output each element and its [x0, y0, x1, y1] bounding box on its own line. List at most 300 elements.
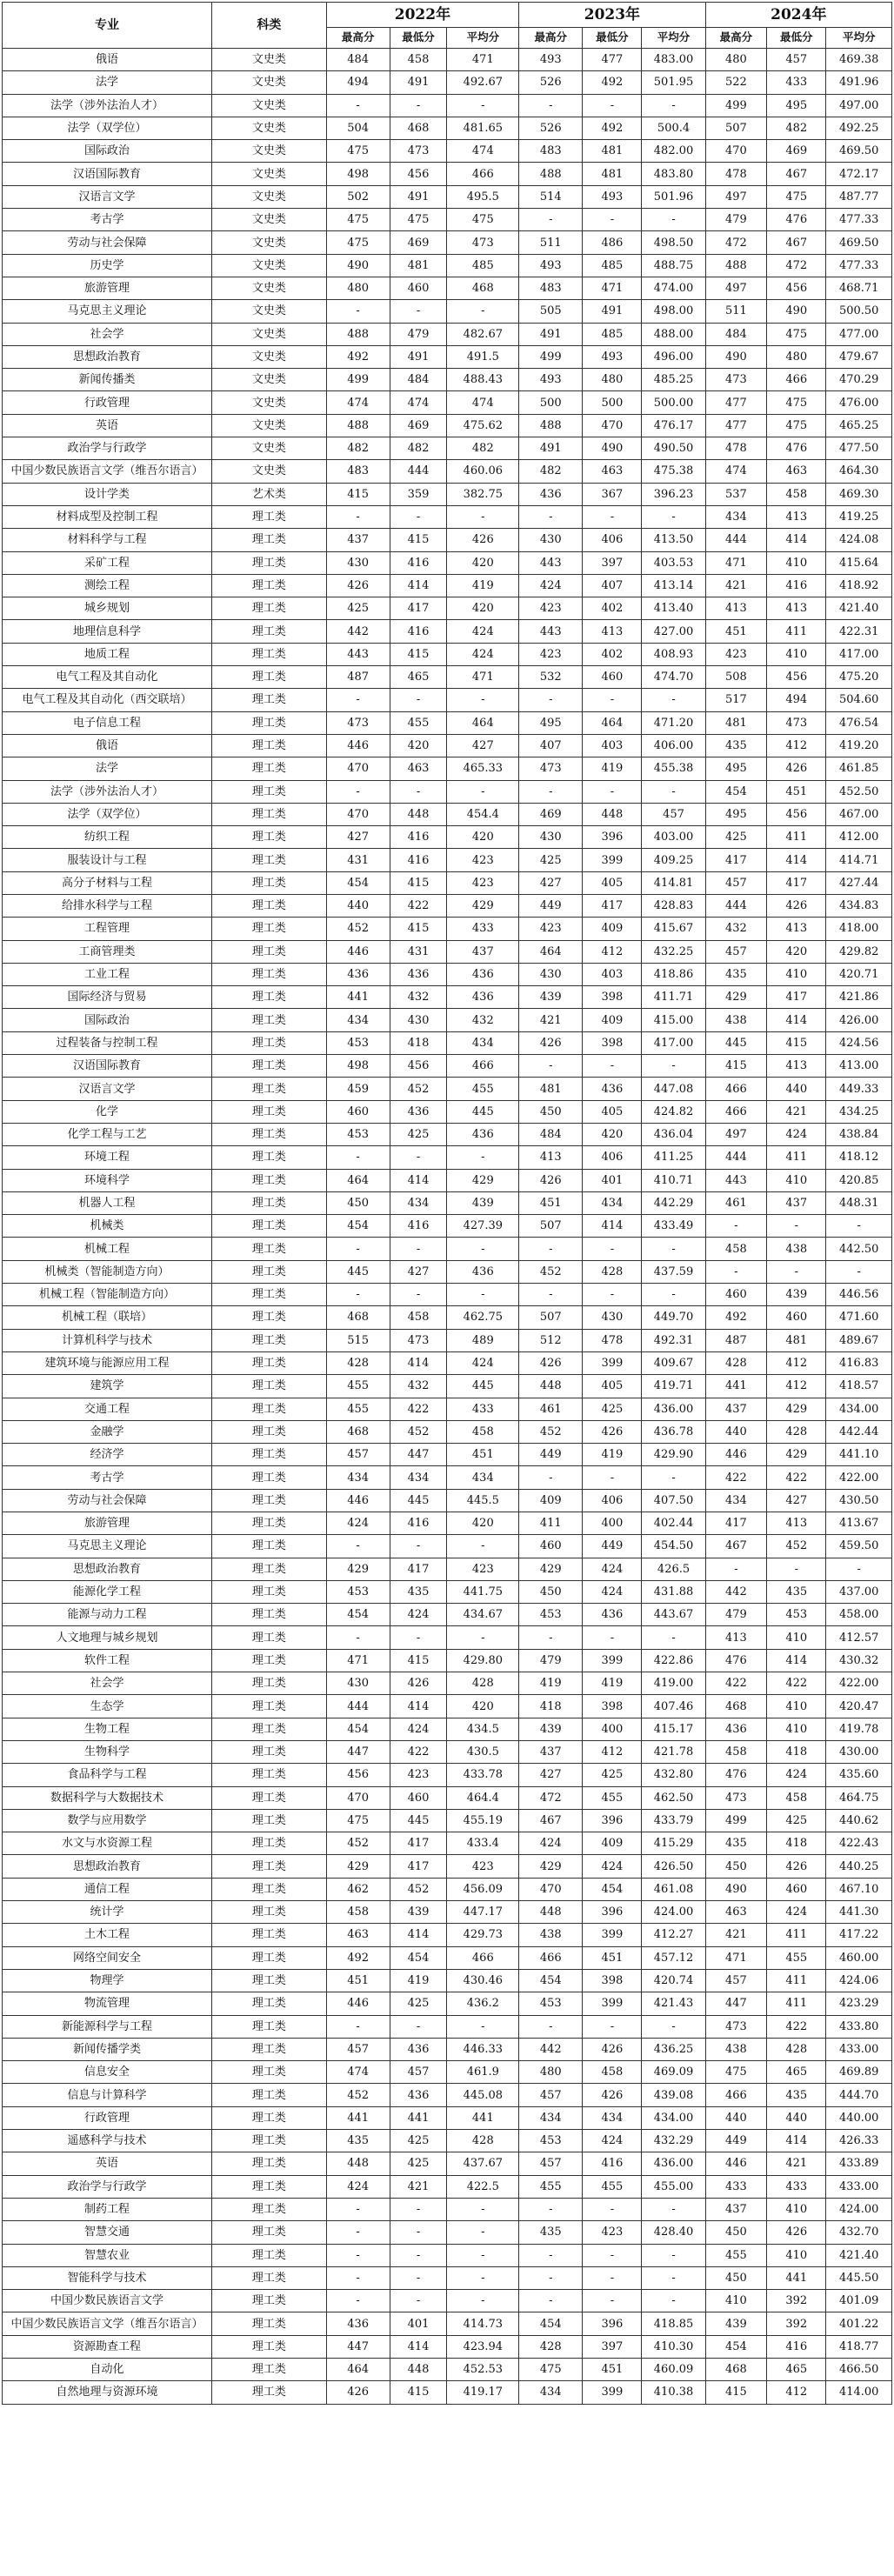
major-cell: 英语: [3, 2152, 212, 2175]
major-cell: 土木工程: [3, 1924, 212, 1946]
table-row: [3, 849, 892, 871]
min-2022-cell: -: [390, 2198, 447, 2220]
max-2022-cell: 459: [326, 1078, 390, 1100]
min-score-header: 最低分: [767, 28, 826, 49]
avg-2022-cell: 420: [447, 551, 519, 574]
category-cell: 理工类: [212, 1123, 327, 1145]
max-2024-cell: 438: [705, 1009, 767, 1031]
avg-2024-cell: 412.57: [826, 1626, 892, 1649]
avg-2024-cell: 504.60: [826, 689, 892, 711]
min-2023-cell: 420: [583, 1123, 642, 1145]
min-2022-cell: 457: [390, 2061, 447, 2084]
avg-2022-cell: 445: [447, 1100, 519, 1123]
table-row: [3, 2244, 892, 2266]
avg-2023-cell: 500.4: [642, 117, 705, 139]
avg-2023-cell: -: [642, 689, 705, 711]
avg-2024-cell: 477.50: [826, 437, 892, 460]
min-2024-cell: 410: [767, 643, 826, 665]
category-cell: 理工类: [212, 1329, 327, 1351]
major-cell: 旅游管理: [3, 277, 212, 299]
max-2024-cell: 435: [705, 963, 767, 985]
avg-2024-cell: 434.00: [826, 1398, 892, 1420]
table-row: [3, 94, 892, 117]
avg-2022-cell: 433: [447, 918, 519, 940]
avg-2024-cell: 419.78: [826, 1718, 892, 1740]
max-2022-cell: 462: [326, 1878, 390, 1900]
major-cell: 服装设计与工程: [3, 849, 212, 871]
min-2022-cell: 420: [390, 734, 447, 757]
min-2024-cell: 428: [767, 1420, 826, 1443]
min-2022-cell: 427: [390, 1260, 447, 1283]
min-2024-cell: 412: [767, 1375, 826, 1398]
category-cell: 理工类: [212, 1672, 327, 1695]
max-2024-cell: 433: [705, 2175, 767, 2198]
category-cell: 理工类: [212, 643, 327, 665]
category-cell: 文史类: [212, 49, 327, 71]
category-cell: 理工类: [212, 505, 327, 528]
min-2022-cell: 460: [390, 277, 447, 299]
avg-2024-cell: 430.00: [826, 1740, 892, 1763]
min-2022-cell: 444: [390, 460, 447, 483]
avg-2023-cell: 426.5: [642, 1558, 705, 1580]
max-2023-cell: -: [519, 1238, 583, 1260]
max-2023-cell: -: [519, 94, 583, 117]
avg-2024-cell: 442.44: [826, 1420, 892, 1443]
table-row: [3, 1718, 892, 1740]
min-2024-cell: 414: [767, 529, 826, 551]
max-2023-cell: 491: [519, 323, 583, 345]
min-2024-cell: 465: [767, 2061, 826, 2084]
min-2024-cell: 416: [767, 574, 826, 597]
max-2023-cell: -: [519, 1466, 583, 1489]
min-2023-cell: 481: [583, 163, 642, 185]
major-cell: 自然地理与资源环境: [3, 2381, 212, 2404]
min-2023-cell: 454: [583, 1878, 642, 1900]
max-2022-cell: -: [326, 2290, 390, 2312]
min-2023-cell: -: [583, 94, 642, 117]
avg-2023-cell: 415.00: [642, 1009, 705, 1031]
min-2022-cell: 432: [390, 986, 447, 1009]
min-2023-cell: 400: [583, 1718, 642, 1740]
max-2023-cell: 512: [519, 1329, 583, 1351]
min-2022-cell: 415: [390, 2381, 447, 2404]
table-row: [3, 2221, 892, 2244]
avg-2024-cell: 434.83: [826, 894, 892, 917]
major-cell: 旅游管理: [3, 1512, 212, 1535]
max-2022-cell: 441: [326, 986, 390, 1009]
avg-2022-cell: 420: [447, 1695, 519, 1718]
avg-2022-cell: 473: [447, 231, 519, 254]
table-row: [3, 1329, 892, 1351]
category-cell: 理工类: [212, 1238, 327, 1260]
min-2024-cell: 441: [767, 2266, 826, 2289]
category-cell: 文史类: [212, 323, 327, 345]
max-2024-cell: 470: [705, 140, 767, 163]
avg-2024-cell: 471.60: [826, 1306, 892, 1329]
table-row: [3, 2152, 892, 2175]
min-2023-cell: 434: [583, 2106, 642, 2129]
category-cell: 理工类: [212, 1718, 327, 1740]
avg-2023-cell: 436.25: [642, 2038, 705, 2060]
major-cell: 行政管理: [3, 391, 212, 414]
min-2024-cell: 418: [767, 1832, 826, 1855]
min-2024-cell: 428: [767, 2038, 826, 2060]
table-row: [3, 231, 892, 254]
min-2022-cell: 469: [390, 414, 447, 437]
min-2022-cell: -: [390, 2290, 447, 2312]
min-2023-cell: 399: [583, 849, 642, 871]
max-2022-cell: 453: [326, 1580, 390, 1603]
category-cell: 理工类: [212, 1215, 327, 1238]
min-2023-cell: 477: [583, 49, 642, 71]
max-2022-cell: 470: [326, 803, 390, 825]
avg-2023-cell: 413.50: [642, 529, 705, 551]
avg-2023-cell: 432.80: [642, 1764, 705, 1786]
min-2023-cell: 409: [583, 1832, 642, 1855]
major-cell: 新能源科学与工程: [3, 2015, 212, 2038]
min-2024-cell: 440: [767, 2106, 826, 2129]
max-2023-cell: 436: [519, 483, 583, 505]
max-2024-cell: 475: [705, 2061, 767, 2084]
avg-2023-cell: -: [642, 1466, 705, 1489]
major-cell: 信息安全: [3, 2061, 212, 2084]
min-2023-cell: 419: [583, 757, 642, 780]
min-2024-cell: 475: [767, 414, 826, 437]
major-cell: 自动化: [3, 2358, 212, 2380]
max-2024-cell: 479: [705, 209, 767, 231]
category-cell: 理工类: [212, 1855, 327, 1878]
max-2024-cell: 439: [705, 2312, 767, 2335]
min-2024-cell: 460: [767, 1878, 826, 1900]
min-2023-cell: 478: [583, 1329, 642, 1351]
avg-score-header: 平均分: [642, 28, 705, 49]
category-cell: 理工类: [212, 1832, 327, 1855]
major-cell: 高分子材料与工程: [3, 871, 212, 894]
max-2023-cell: 423: [519, 597, 583, 620]
min-2024-cell: 422: [767, 1672, 826, 1695]
avg-2024-cell: 500.50: [826, 300, 892, 323]
avg-2024-cell: 412.00: [826, 826, 892, 849]
category-cell: 理工类: [212, 551, 327, 574]
table-row: [3, 1078, 892, 1100]
max-2022-cell: -: [326, 2198, 390, 2220]
max-2024-cell: 473: [705, 1786, 767, 1809]
major-cell: 国际政治: [3, 140, 212, 163]
min-2022-cell: 417: [390, 1832, 447, 1855]
min-2022-cell: 458: [390, 1306, 447, 1329]
max-2023-cell: -: [519, 1284, 583, 1306]
avg-2022-cell: 474: [447, 391, 519, 414]
avg-2022-cell: 447.17: [447, 1901, 519, 1924]
max-2022-cell: -: [326, 94, 390, 117]
min-2023-cell: 405: [583, 1100, 642, 1123]
avg-2024-cell: 440.25: [826, 1855, 892, 1878]
year-header-2022: 2022年: [326, 3, 519, 28]
min-2024-cell: 476: [767, 437, 826, 460]
min-2023-cell: -: [583, 1626, 642, 1649]
table-row: [3, 734, 892, 757]
min-2022-cell: 491: [390, 345, 447, 368]
max-2024-cell: 458: [705, 1740, 767, 1763]
avg-2022-cell: 441.75: [447, 1580, 519, 1603]
category-cell: 理工类: [212, 1009, 327, 1031]
min-2023-cell: 406: [583, 1146, 642, 1169]
max-2024-cell: 450: [705, 1855, 767, 1878]
max-2023-cell: 457: [519, 2152, 583, 2175]
avg-2022-cell: 466: [447, 1055, 519, 1078]
avg-2023-cell: 419.71: [642, 1375, 705, 1398]
avg-2022-cell: 485: [447, 254, 519, 277]
category-cell: 理工类: [212, 1580, 327, 1603]
avg-2024-cell: 418.92: [826, 574, 892, 597]
min-2022-cell: 414: [390, 2335, 447, 2358]
max-2022-cell: 460: [326, 1100, 390, 1123]
min-2024-cell: 475: [767, 185, 826, 208]
category-cell: 理工类: [212, 1375, 327, 1398]
avg-2023-cell: 412.27: [642, 1924, 705, 1946]
max-2023-cell: 430: [519, 529, 583, 551]
avg-2023-cell: 455.38: [642, 757, 705, 780]
category-cell: 文史类: [212, 369, 327, 391]
max-2024-cell: 410: [705, 2290, 767, 2312]
max-2024-cell: 490: [705, 345, 767, 368]
min-2023-cell: 430: [583, 1306, 642, 1329]
min-2023-cell: 399: [583, 1992, 642, 2015]
min-2022-cell: 414: [390, 1169, 447, 1191]
max-2024-cell: 477: [705, 391, 767, 414]
avg-2024-cell: 441.30: [826, 1901, 892, 1924]
max-2024-cell: 495: [705, 803, 767, 825]
major-cell: 机械类（智能制造方向）: [3, 1260, 212, 1283]
min-2024-cell: 452: [767, 1535, 826, 1558]
category-cell: 文史类: [212, 94, 327, 117]
category-cell: 理工类: [212, 2221, 327, 2244]
max-2022-cell: 434: [326, 1466, 390, 1489]
category-cell: 理工类: [212, 1191, 327, 1214]
max-2023-cell: 454: [519, 2312, 583, 2335]
max-2022-cell: 430: [326, 551, 390, 574]
avg-2024-cell: 415.64: [826, 551, 892, 574]
avg-2022-cell: 433: [447, 1398, 519, 1420]
category-cell: 理工类: [212, 780, 327, 803]
min-2023-cell: 491: [583, 300, 642, 323]
category-cell: 文史类: [212, 71, 327, 94]
table-row: [3, 1215, 892, 1238]
min-2023-cell: 403: [583, 963, 642, 985]
avg-2023-cell: 403.53: [642, 551, 705, 574]
min-2024-cell: 421: [767, 1100, 826, 1123]
major-cell: 信息与计算科学: [3, 2084, 212, 2106]
min-2024-cell: 411: [767, 620, 826, 643]
min-2023-cell: 451: [583, 2358, 642, 2380]
max-2024-cell: 488: [705, 254, 767, 277]
avg-2022-cell: -: [447, 1284, 519, 1306]
avg-2022-cell: 437.67: [447, 2152, 519, 2175]
max-2023-cell: 407: [519, 734, 583, 757]
max-score-header: 最高分: [705, 28, 767, 49]
avg-2022-cell: -: [447, 505, 519, 528]
table-row: [3, 209, 892, 231]
min-2022-cell: 475: [390, 209, 447, 231]
min-2023-cell: 405: [583, 871, 642, 894]
avg-2024-cell: 418.00: [826, 918, 892, 940]
avg-2022-cell: 445: [447, 1375, 519, 1398]
min-2023-cell: 425: [583, 1398, 642, 1420]
table-row: [3, 437, 892, 460]
category-cell: 文史类: [212, 254, 327, 277]
avg-2023-cell: -: [642, 2244, 705, 2266]
max-2022-cell: 435: [326, 2130, 390, 2152]
avg-2022-cell: 495.5: [447, 185, 519, 208]
min-2024-cell: 417: [767, 986, 826, 1009]
avg-2022-cell: 456.09: [447, 1878, 519, 1900]
table-row: [3, 986, 892, 1009]
table-row: [3, 163, 892, 185]
major-cell: 国际经济与贸易: [3, 986, 212, 1009]
max-2024-cell: 478: [705, 163, 767, 185]
min-2024-cell: 458: [767, 1786, 826, 1809]
min-2022-cell: 445: [390, 1809, 447, 1832]
min-2022-cell: 416: [390, 620, 447, 643]
max-2024-cell: 428: [705, 1351, 767, 1374]
table-row: [3, 1672, 892, 1695]
max-2024-cell: 481: [705, 711, 767, 734]
major-cell: 软件工程: [3, 1649, 212, 1672]
max-2022-cell: 494: [326, 71, 390, 94]
min-2024-cell: 475: [767, 391, 826, 414]
min-2022-cell: 426: [390, 1672, 447, 1695]
max-2022-cell: 515: [326, 1329, 390, 1351]
table-row: [3, 1444, 892, 1466]
table-row: [3, 2015, 892, 2038]
min-2022-cell: 432: [390, 1375, 447, 1398]
min-2023-cell: 398: [583, 1695, 642, 1718]
table-row: [3, 1009, 892, 1031]
avg-2024-cell: 442.50: [826, 1238, 892, 1260]
major-cell: 社会学: [3, 1672, 212, 1695]
avg-2024-cell: 424.08: [826, 529, 892, 551]
major-cell: 纺织工程: [3, 826, 212, 849]
avg-2023-cell: 490.50: [642, 437, 705, 460]
max-2024-cell: 499: [705, 94, 767, 117]
avg-2022-cell: 471: [447, 49, 519, 71]
avg-2022-cell: -: [447, 1535, 519, 1558]
avg-2024-cell: 419.25: [826, 505, 892, 528]
min-2022-cell: 414: [390, 574, 447, 597]
avg-2023-cell: 482.00: [642, 140, 705, 163]
avg-2023-cell: 408.93: [642, 643, 705, 665]
major-cell: 过程装备与控制工程: [3, 1031, 212, 1054]
major-cell: 电气工程及其自动化: [3, 666, 212, 689]
max-2022-cell: 475: [326, 231, 390, 254]
max-2023-cell: 511: [519, 231, 583, 254]
min-2022-cell: 419: [390, 1969, 447, 1992]
avg-2024-cell: 420.85: [826, 1169, 892, 1191]
min-2024-cell: 433: [767, 71, 826, 94]
avg-2022-cell: 424: [447, 1351, 519, 1374]
table-row: [3, 1306, 892, 1329]
table-row: [3, 620, 892, 643]
max-2024-cell: 413: [705, 1626, 767, 1649]
avg-2024-cell: 441.10: [826, 1444, 892, 1466]
min-2022-cell: 465: [390, 666, 447, 689]
avg-2024-cell: 479.67: [826, 345, 892, 368]
category-cell: 理工类: [212, 918, 327, 940]
min-2024-cell: 435: [767, 1580, 826, 1603]
min-2024-cell: 455: [767, 1946, 826, 1969]
avg-2024-cell: 421.86: [826, 986, 892, 1009]
avg-2024-cell: 472.17: [826, 163, 892, 185]
avg-2022-cell: 434.5: [447, 1718, 519, 1740]
max-2022-cell: 448: [326, 2152, 390, 2175]
category-cell: 文史类: [212, 277, 327, 299]
table-row: [3, 1146, 892, 1169]
max-2024-cell: 497: [705, 185, 767, 208]
max-2022-cell: 475: [326, 140, 390, 163]
avg-2023-cell: 409.67: [642, 1351, 705, 1374]
max-2022-cell: 475: [326, 1809, 390, 1832]
max-2022-cell: 455: [326, 1398, 390, 1420]
avg-2024-cell: 418.57: [826, 1375, 892, 1398]
max-2024-cell: 455: [705, 2244, 767, 2266]
min-2024-cell: 458: [767, 483, 826, 505]
avg-2024-cell: 421.40: [826, 2244, 892, 2266]
min-2022-cell: 416: [390, 826, 447, 849]
category-cell: 理工类: [212, 1535, 327, 1558]
category-cell: 理工类: [212, 2038, 327, 2060]
avg-2024-cell: 466.50: [826, 2358, 892, 2380]
min-2024-cell: 414: [767, 2130, 826, 2152]
category-cell: 理工类: [212, 1169, 327, 1191]
max-2024-cell: 487: [705, 1329, 767, 1351]
max-2022-cell: 446: [326, 1489, 390, 1512]
min-2023-cell: 397: [583, 2335, 642, 2358]
max-2024-cell: 479: [705, 1604, 767, 1626]
max-2022-cell: 456: [326, 1764, 390, 1786]
major-cell: 制药工程: [3, 2198, 212, 2220]
max-2024-cell: 417: [705, 1512, 767, 1535]
year-header-2023: 2023年: [519, 3, 705, 28]
avg-2024-cell: 424.00: [826, 2198, 892, 2220]
avg-2023-cell: 485.25: [642, 369, 705, 391]
max-2022-cell: 498: [326, 163, 390, 185]
max-2023-cell: 491: [519, 437, 583, 460]
min-2022-cell: -: [390, 2221, 447, 2244]
year-header-2024: 2024年: [705, 3, 891, 28]
min-2022-cell: 416: [390, 1215, 447, 1238]
max-2024-cell: 445: [705, 1031, 767, 1054]
min-2024-cell: 472: [767, 254, 826, 277]
avg-2022-cell: 428: [447, 2130, 519, 2152]
min-2024-cell: 426: [767, 1855, 826, 1878]
max-2024-cell: 434: [705, 1489, 767, 1512]
major-cell: 生物科学: [3, 1740, 212, 1763]
min-2023-cell: 398: [583, 986, 642, 1009]
min-2022-cell: 448: [390, 803, 447, 825]
min-2023-cell: 399: [583, 1351, 642, 1374]
avg-2022-cell: -: [447, 1238, 519, 1260]
category-cell: 理工类: [212, 2106, 327, 2129]
max-2024-cell: 440: [705, 1420, 767, 1443]
max-2023-cell: 507: [519, 1306, 583, 1329]
avg-2024-cell: 433.00: [826, 2038, 892, 2060]
max-2022-cell: 427: [326, 826, 390, 849]
category-cell: 理工类: [212, 2198, 327, 2220]
avg-2024-cell: 430.50: [826, 1489, 892, 1512]
table-row: [3, 117, 892, 139]
major-cell: 法学（双学位）: [3, 803, 212, 825]
category-cell: 文史类: [212, 140, 327, 163]
